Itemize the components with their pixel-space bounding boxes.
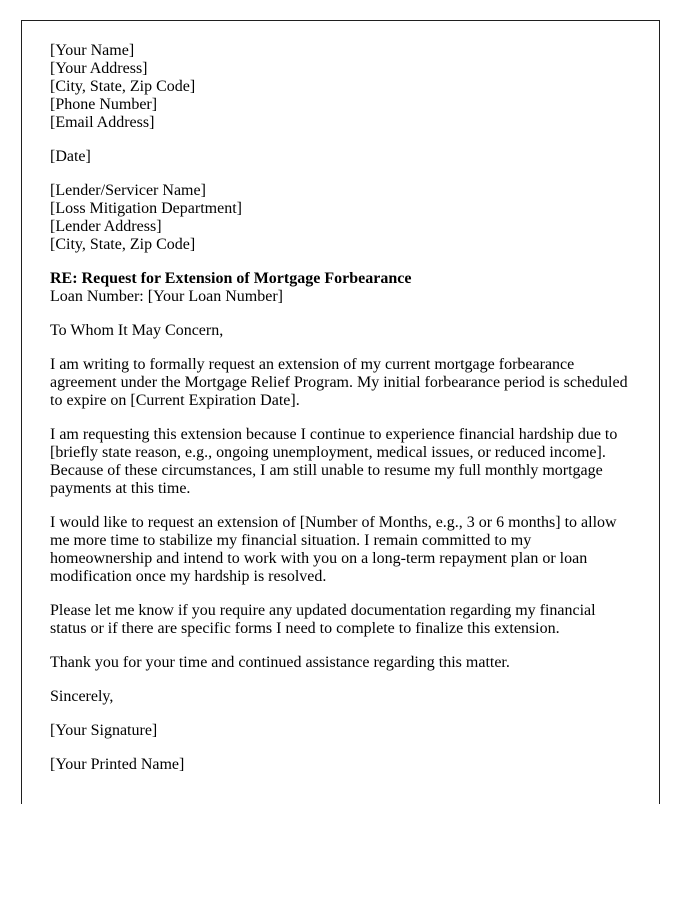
lender-address-line: [Lender Address]: [50, 218, 162, 235]
lender-city-state-zip-line: [City, State, Zip Code]: [50, 236, 196, 253]
printed-name-placeholder-line: [Your Printed Name]: [50, 756, 185, 773]
salutation-line: To Whom It May Concern,: [50, 322, 224, 339]
signature-placeholder-line: [Your Signature]: [50, 722, 158, 739]
sender-city-state-zip-line: [City, State, Zip Code]: [50, 78, 196, 95]
sender-email-line: [Email Address]: [50, 114, 155, 131]
loss-mitigation-dept-line: [Loss Mitigation Department]: [50, 200, 242, 217]
body-paragraph-4: Please let me know if you require any updated documentation regarding my financial status or if there are specific forms I need to complete to finalize this extension.: [50, 602, 596, 637]
body-paragraph-5: Thank you for your time and continued assistance regarding this matter.: [50, 654, 510, 671]
sender-address-line: [Your Address]: [50, 60, 148, 77]
body-paragraph-3: I would like to request an extension of [Number of Months, e.g., 3 or 6 months] to allow me more time to stabilize my financial situation. I remain committed to my homeownership and intend to work with you on a long-term repayment plan or loan modification once my hardship is resolved.: [50, 514, 617, 585]
recipient-address-block: [50, 182, 631, 254]
loan-number-line: Loan Number: [Your Loan Number]: [50, 288, 283, 305]
body-paragraph-2: I am requesting this extension because I continue to experience financial hardship due to [briefly state reason, e.g., ongoing unemployment, medical issues, or reduced income]. Because of these circumstances, I am still unable to resume my full monthly mortgage payments at this time.: [50, 426, 618, 497]
body-paragraph-1: I am writing to formally request an extension of my current mortgage forbearance agreement under the Mortgage Relief Program. My initial forbearance period is scheduled to expire on [Current Expiration Date].: [50, 356, 628, 409]
sender-address-block: [50, 42, 631, 132]
sender-name-line: [Your Name]: [50, 42, 135, 59]
lender-name-line: [Lender/Servicer Name]: [50, 182, 206, 199]
date-line: [Date]: [50, 148, 91, 165]
subject-line: RE: Request for Extension of Mortgage Forbearance: [50, 270, 412, 287]
subject-block: [50, 270, 631, 306]
closing-line: Sincerely,: [50, 688, 114, 705]
letter-content: [22, 21, 659, 774]
sender-phone-line: [Phone Number]: [50, 96, 158, 113]
page-border-frame: [21, 20, 660, 804]
